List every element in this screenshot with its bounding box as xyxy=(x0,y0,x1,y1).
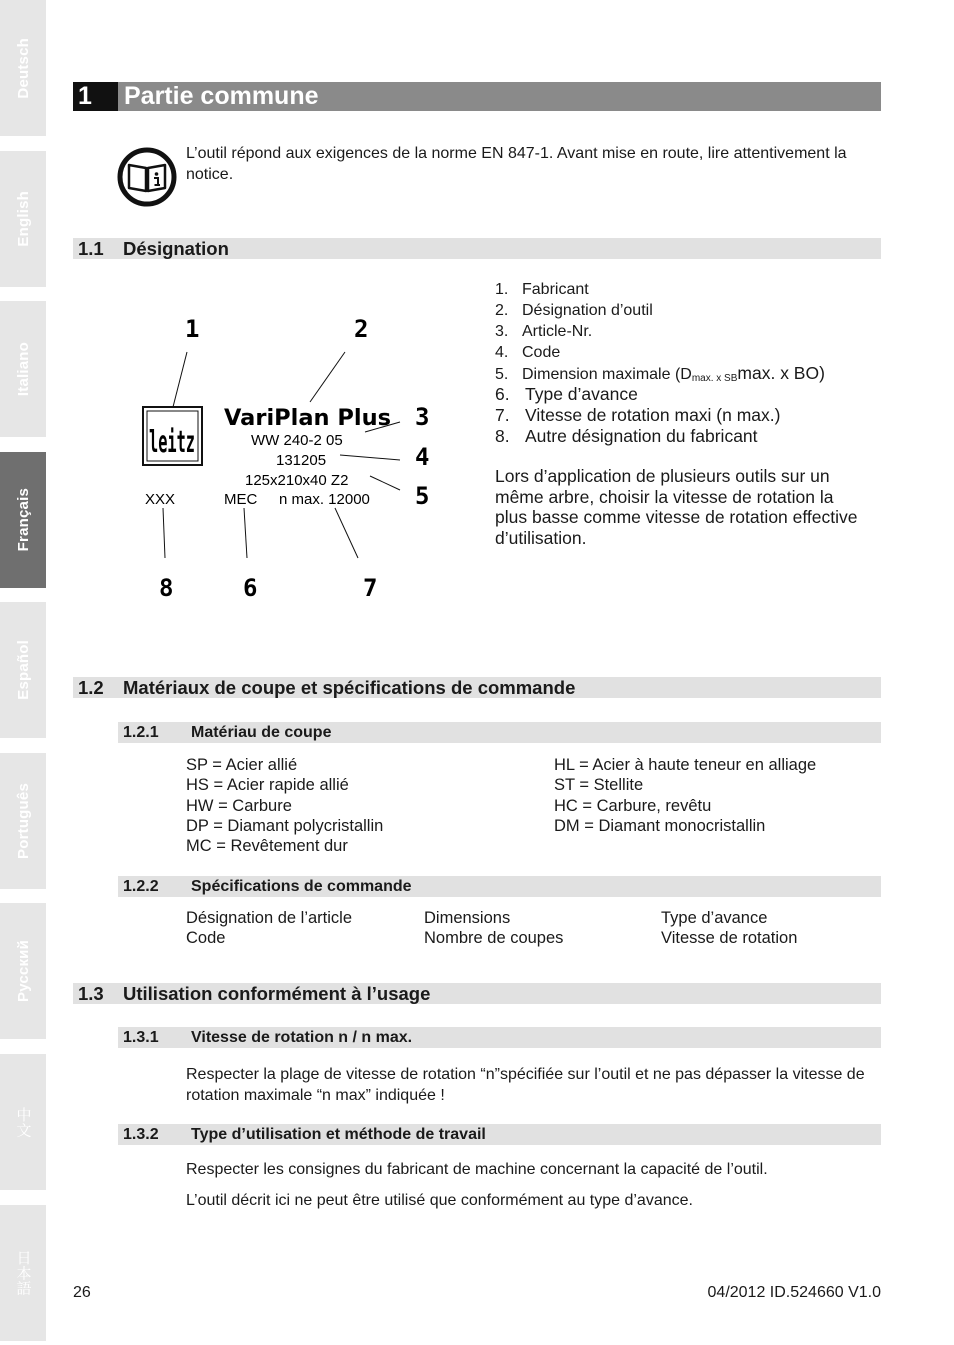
lang-tab-francais[interactable]: Français xyxy=(0,452,46,588)
callout-4: 4 xyxy=(415,443,430,471)
section-1-heading xyxy=(73,82,881,111)
section-1-2-1-heading: 1.2.1 Matériau de coupe xyxy=(118,722,881,743)
legend-item: 3. Article-Nr. xyxy=(495,323,593,340)
leitz-logo xyxy=(143,407,202,465)
lang-tab-portugues[interactable]: Português xyxy=(0,753,46,889)
label-xxx: XXX xyxy=(145,491,176,508)
feed-type-text: L’outil décrit ici ne peut être utilisé que conformément au type d’avance. xyxy=(186,1192,693,1209)
list-item: Vitesse de rotation xyxy=(661,929,798,948)
list-item: SP = Acier allié xyxy=(186,756,298,774)
callout-3: 3 xyxy=(415,403,430,431)
list-item: Dimensions xyxy=(424,909,511,927)
legend-item: 1. Fabricant xyxy=(495,281,589,298)
order-spec-col-2 xyxy=(424,908,563,949)
list-item: HW = Carbure xyxy=(186,796,292,815)
lang-tab-russian[interactable]: Русский xyxy=(0,903,46,1039)
label-line-2: 131205 xyxy=(276,452,327,469)
callout-6: 6 xyxy=(243,574,258,602)
lang-tab-espanol[interactable]: Español xyxy=(0,602,46,738)
callout-7: 7 xyxy=(363,574,378,602)
manufacturer-instructions-text: Respecter les consignes du fabricant de machine concernant la capacité de l’outil. xyxy=(186,1161,768,1178)
list-item: DP = Diamant polycristallin xyxy=(186,816,384,835)
label-line-1: WW 240-2 05 xyxy=(251,432,343,449)
notice-text: L’outil répond aux exigences de la norme EN 847-1. Avant mise en route, lire attentivement la notice. xyxy=(186,145,847,183)
label-nmax: n max. 12000 xyxy=(279,491,370,508)
list-item: HL = Acier à haute teneur en alliage xyxy=(554,756,817,774)
legend-item: 4. Code xyxy=(495,344,561,361)
product-name: VariPlan Plus xyxy=(224,405,392,431)
section-1-2-2-heading: 1.2.2 Spécifications de commande xyxy=(118,876,881,897)
section-1-1-heading: 1.1 Désignation xyxy=(73,238,881,259)
list-item: HC = Carbure, revêtu xyxy=(554,796,712,815)
lang-tab-italiano[interactable]: Italiano xyxy=(0,301,46,437)
page-number: 26 xyxy=(73,1284,91,1301)
section-1-3-1-heading: 1.3.1 Vitesse de rotation n / n max. xyxy=(118,1027,881,1048)
order-spec-col-3 xyxy=(661,908,797,949)
legend-item: 7. Vitesse de rotation maxi (n max.) xyxy=(495,405,781,425)
legend-item: 2. Désignation d’outil xyxy=(495,302,653,319)
designation-legend xyxy=(495,279,825,447)
section-1-3-heading: 1.3 Utilisation conformément à l’usage xyxy=(73,983,881,1004)
list-item: HS = Acier rapide allié xyxy=(186,776,349,795)
document-id: 04/2012 ID.524660 V1.0 xyxy=(707,1284,881,1301)
cutting-material-list-left xyxy=(186,755,383,856)
section-1-3-2-heading: 1.3.2 Type d’utilisation et méthode de travail xyxy=(118,1124,881,1145)
svg-text:leitz: leitz xyxy=(149,425,195,460)
section-title: Partie commune xyxy=(124,82,319,110)
list-item: ST = Stellite xyxy=(554,776,644,795)
section-number: 1 xyxy=(73,82,118,111)
callout-2: 2 xyxy=(354,315,369,343)
list-item: DM = Diamant monocristallin xyxy=(554,816,766,835)
lang-tab-deutsch[interactable]: Deutsch xyxy=(0,0,46,136)
lang-tab-english[interactable]: English xyxy=(0,151,46,287)
list-item: Désignation de l’article xyxy=(186,909,353,927)
callout-5: 5 xyxy=(415,482,430,510)
list-item: Type d’avance xyxy=(661,909,768,927)
section-1-2-heading: 1.2 Matériaux de coupe et spécifications de commande xyxy=(73,677,881,698)
legend-item: 6. Type d’avance xyxy=(495,384,638,404)
designation-diagram xyxy=(120,290,450,615)
list-item: Nombre de coupes xyxy=(424,929,564,948)
order-spec-col-1 xyxy=(186,908,352,949)
speed-range-text: Respecter la plage de vitesse de rotation “n”spécifiée sur l’outil et ne pas dépasser la vitesse de rotation maximale “n max” indiquée ! xyxy=(186,1066,865,1104)
cutting-material-list-right xyxy=(554,755,816,836)
callout-1: 1 xyxy=(185,315,200,343)
lang-tab-japanese[interactable]: 日本語 xyxy=(0,1205,46,1341)
callout-8: 8 xyxy=(159,574,174,602)
list-item: Code xyxy=(186,929,226,948)
label-mec: MEC xyxy=(224,491,258,508)
read-manual-icon xyxy=(117,147,177,207)
legend-item: 5. Dimension maximale ($D_{max. x SB}\max$. x BO) xyxy=(495,363,825,384)
label-line-3: 125x210x40 Z2 xyxy=(245,472,349,489)
legend-item: 8. Autre désignation du fabricant xyxy=(495,426,758,446)
lang-tab-chinese[interactable]: 中文 xyxy=(0,1054,46,1190)
multi-tool-note: Lors d’application de plusieurs outils sur un même arbre, choisir la vitesse de rotation la plus basse comme vitesse de rotation effective d’utilisation. xyxy=(495,466,858,549)
list-item: MC = Revêtement dur xyxy=(186,837,348,856)
